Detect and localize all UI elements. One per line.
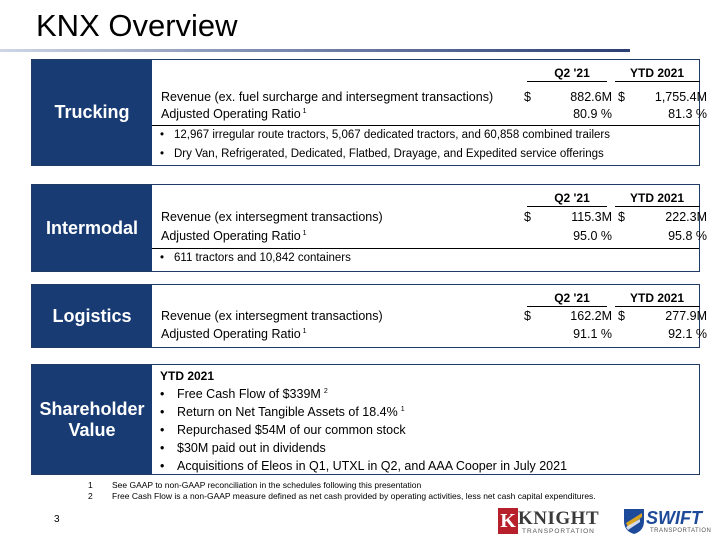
trucking-label: Trucking: [32, 60, 152, 165]
q2-column-header: Q2 '21: [554, 191, 590, 205]
knight-logo: [498, 506, 598, 538]
bullet-list: [160, 129, 699, 167]
logistics-section: [31, 284, 707, 348]
row-label: Adjusted Operating Ratio $^1$: [161, 107, 307, 121]
footnote: 2 Free Cash Flow is a non-GAAP measure defined as net cash provided by operating activities, less net cash capital expenditures.: [88, 491, 596, 501]
divider: [152, 248, 699, 249]
swift-logo: [622, 507, 714, 537]
knight-subtitle: TRANSPORTATION: [522, 528, 595, 535]
q2-value: 115.3M: [571, 210, 612, 224]
list-item: • $30M paid out in dividends: [160, 441, 567, 459]
shareholder-content: [152, 365, 699, 474]
row-label: Adjusted Operating Ratio $^1$: [161, 229, 307, 243]
header-underline: [615, 81, 700, 82]
header-underline: [527, 81, 607, 82]
q2-value: 162.2M: [570, 309, 612, 323]
shareholder-label: Shareholder Value: [32, 365, 152, 474]
ytd-column-header: YTD 2021: [629, 291, 685, 305]
ytd-value: 92.1 %: [668, 327, 707, 341]
header-underline: [615, 306, 700, 307]
table-row: [161, 107, 707, 125]
table-row: [161, 90, 707, 108]
list-item: • Dry Van, Refrigerated, Dedicated, Flatbed, Drayage, and Expedited service offerings: [160, 148, 699, 167]
shareholder-section: [31, 364, 700, 475]
list-item: • 12,967 irregular route tractors, 5,067 dedicated tractors, and 60,858 combined trailers: [160, 129, 699, 148]
list-item: • Acquisitions of Eleos in Q1, UTXL in Q2, and AAA Cooper in July 2021: [160, 459, 567, 477]
title-rule: [0, 49, 630, 52]
trucking-content: [152, 60, 707, 165]
trucking-section: [31, 59, 707, 166]
header-underline: [615, 206, 700, 207]
ytd-value: 1,755.4M: [654, 90, 707, 104]
footnote-ref: 1: [302, 107, 307, 115]
footnote-ref: 2: [323, 387, 328, 395]
row-label: Revenue (ex intersegment transactions): [161, 309, 383, 323]
page-title: KNX Overview: [36, 8, 238, 43]
list-item: • 611 tractors and 10,842 containers: [160, 252, 699, 271]
header-underline: [527, 206, 607, 207]
ytd-value: 81.3 %: [668, 107, 707, 121]
table-row: [161, 210, 707, 228]
q2-column-header: Q2 '21: [554, 66, 590, 80]
divider: [152, 125, 699, 126]
intermodal-content: [152, 185, 707, 271]
intermodal-label: Intermodal: [32, 185, 152, 271]
ytd-value: 277.9M: [665, 309, 707, 323]
footnote: 1 See GAAP to non-GAAP reconciliation in the schedules following this presentation: [88, 480, 422, 490]
footnote-ref: 1: [400, 405, 405, 413]
q2-value: 80.9 %: [573, 107, 612, 121]
swift-subtitle: TRANSPORTATION: [650, 528, 712, 534]
header-underline: [527, 306, 607, 307]
currency-symbol: $: [618, 210, 625, 224]
table-row: [161, 327, 707, 345]
bullet-list: [160, 387, 567, 477]
currency-symbol: $: [618, 90, 625, 104]
q2-value: 95.0 %: [573, 229, 612, 243]
row-label: Revenue (ex intersegment transactions): [161, 210, 383, 224]
table-row: [161, 229, 707, 247]
knight-k-icon: K: [498, 508, 518, 534]
intermodal-section: [31, 184, 707, 272]
q2-value: 91.1 %: [573, 327, 612, 341]
list-item: • Free Cash Flow of $339M $^2$: [160, 387, 567, 405]
ytd-column-header: YTD 2021: [629, 191, 685, 205]
q2-value: 882.6M: [570, 90, 612, 104]
swift-shield-icon: [622, 507, 646, 535]
footnotes: [88, 480, 596, 502]
currency-symbol: $: [618, 309, 625, 323]
ytd-value: 95.8 %: [668, 229, 707, 243]
footnote-ref: 1: [302, 229, 307, 237]
page-number: 3: [54, 514, 60, 525]
currency-symbol: $: [524, 210, 531, 224]
row-label: Revenue (ex. fuel surcharge and intersegment transactions): [161, 90, 494, 104]
ytd-value: 222.3M: [665, 210, 707, 224]
currency-symbol: $: [524, 309, 531, 323]
q2-column-header: Q2 '21: [554, 291, 590, 305]
bullet-list: [160, 252, 699, 271]
list-item: • Return on Net Tangible Assets of 18.4% $^1$: [160, 405, 567, 423]
logistics-label: Logistics: [32, 285, 152, 347]
table-row: [161, 309, 707, 327]
ytd-column-header: YTD 2021: [629, 66, 685, 80]
footnote-ref: 1: [302, 327, 307, 335]
list-item: • Repurchased $54M of our common stock: [160, 423, 567, 441]
logistics-content: [152, 285, 707, 347]
knight-wordmark: KNIGHT: [518, 508, 600, 529]
currency-symbol: $: [524, 90, 531, 104]
swift-wordmark: SWIFT: [646, 508, 702, 528]
shareholder-heading: YTD 2021: [160, 369, 215, 383]
row-label: Adjusted Operating Ratio $^1$: [161, 327, 307, 341]
